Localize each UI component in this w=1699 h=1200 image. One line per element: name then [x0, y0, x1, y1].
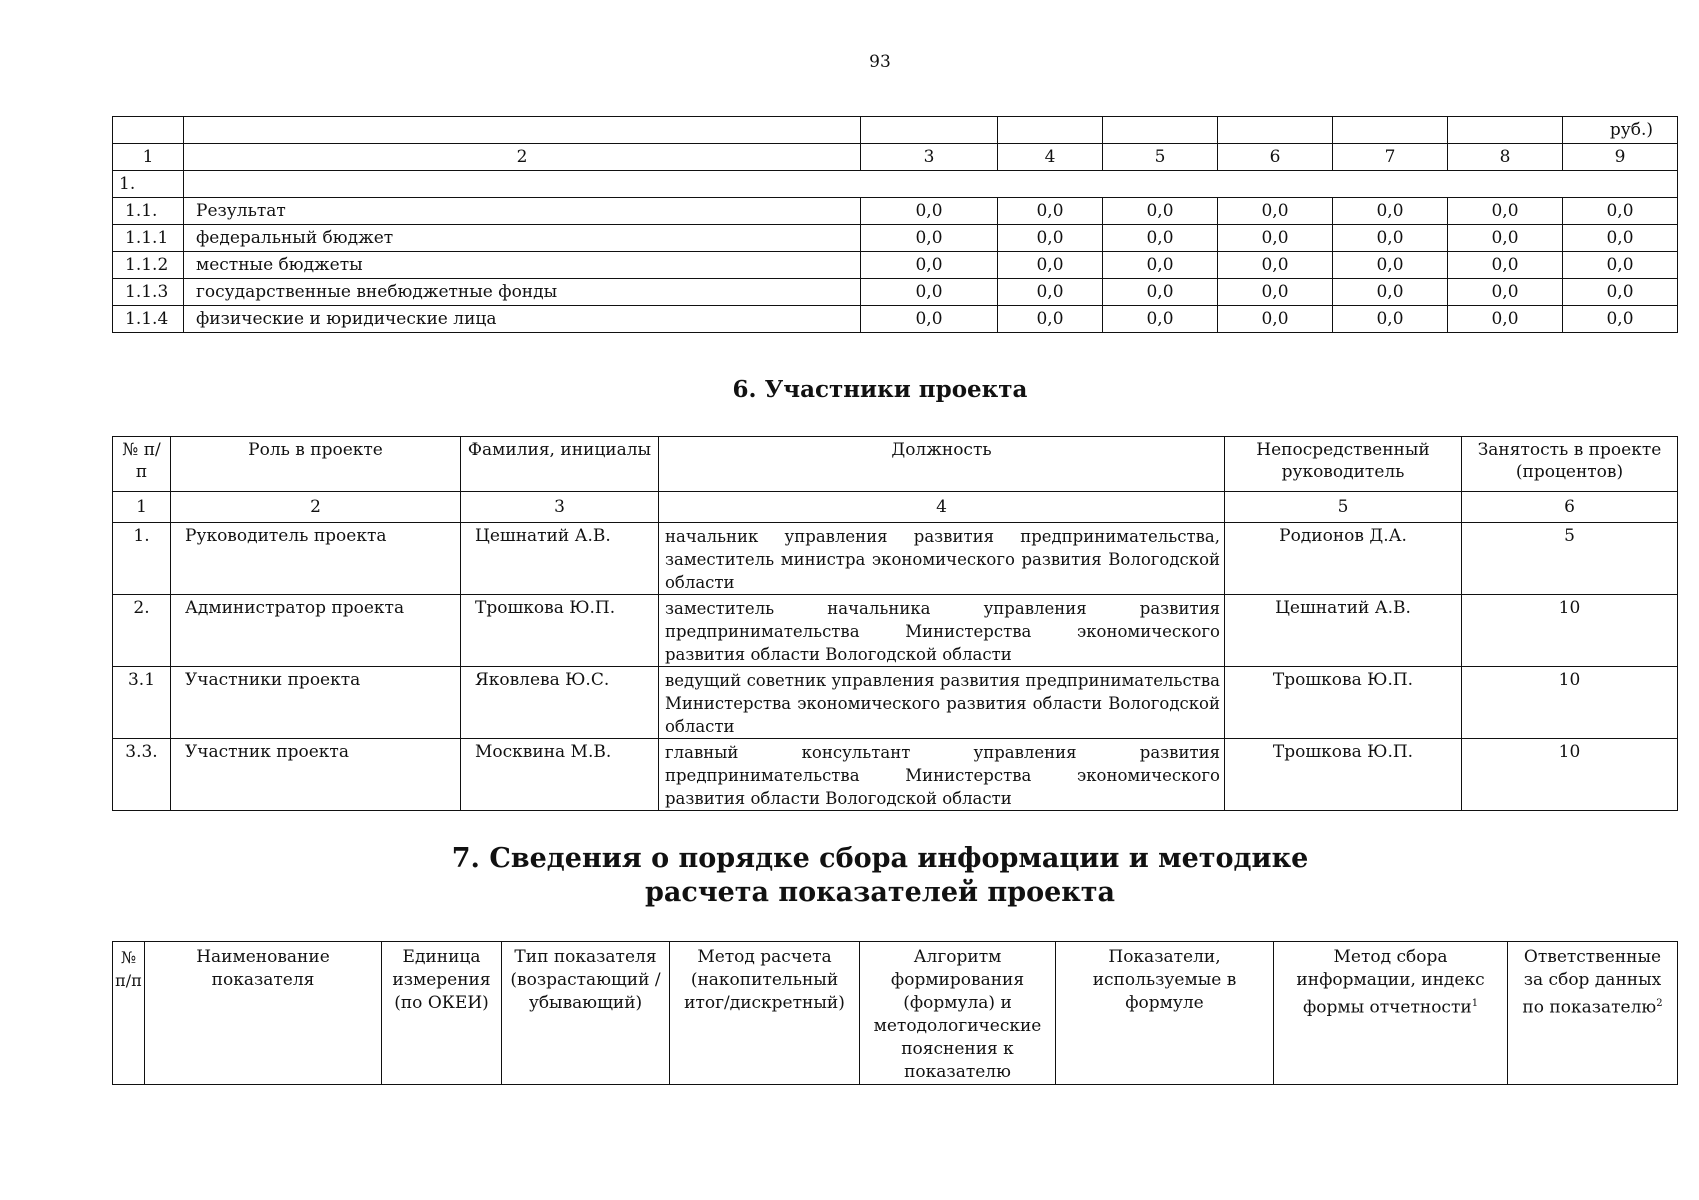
footnote-mark: 1 [1471, 998, 1479, 1009]
column-header: Показатели, используемые в формуле [1056, 942, 1274, 1085]
value-cell: 0,0 [1333, 306, 1448, 333]
column-number: 5 [1225, 492, 1462, 523]
table-row [113, 595, 1678, 667]
load-cell: 5 [1462, 523, 1678, 595]
value-cell: 0,0 [1333, 198, 1448, 225]
position-cell: начальник управления развития предпринимательства, заместитель министра экономического развития Вологодской области [659, 523, 1225, 595]
row-number: 3.3. [113, 739, 171, 811]
value-cell: 0,0 [998, 198, 1103, 225]
column-header: Наименование показателя [145, 942, 382, 1085]
value-cell: 0,0 [1103, 198, 1218, 225]
financing-table [112, 116, 1678, 333]
unit-label: руб.) [1563, 117, 1678, 144]
role-cell: Участник проекта [171, 739, 461, 811]
column-number: 7 [1333, 144, 1448, 171]
name-cell: Цешнатий А.В. [461, 523, 659, 595]
value-cell: 0,0 [1563, 225, 1678, 252]
table-row [113, 252, 1678, 279]
load-cell: 10 [1462, 667, 1678, 739]
column-header [1274, 942, 1508, 1085]
value-cell: 0,0 [1448, 252, 1563, 279]
row-name: Результат [184, 198, 861, 225]
column-header: Тип показателя (возрастающий / убывающий) [502, 942, 670, 1085]
value-cell: 0,0 [1218, 306, 1333, 333]
table-row [113, 198, 1678, 225]
value-cell: 0,0 [1448, 225, 1563, 252]
row-name: местные бюджеты [184, 252, 861, 279]
header-row [113, 942, 1678, 1085]
name-cell: Яковлева Ю.С. [461, 667, 659, 739]
column-header: № п/п [113, 942, 145, 1085]
column-number: 2 [184, 144, 861, 171]
column-header: Единица измерения (по ОКЕИ) [382, 942, 502, 1085]
row-name: физические и юридические лица [184, 306, 861, 333]
footnote-mark: 2 [1656, 998, 1663, 1009]
column-header: Метод расчета (накопительный итог/дискретный) [670, 942, 860, 1085]
page-number: 93 [869, 52, 891, 72]
column-number: 8 [1448, 144, 1563, 171]
column-number: 1 [113, 492, 171, 523]
name-cell: Москвина М.В. [461, 739, 659, 811]
manager-cell: Цешнатий А.В. [1225, 595, 1462, 667]
value-cell: 0,0 [1103, 225, 1218, 252]
value-cell: 0,0 [861, 252, 998, 279]
value-cell: 0,0 [1218, 252, 1333, 279]
row-number: 3.1 [113, 667, 171, 739]
value-cell: 0,0 [861, 279, 998, 306]
section-number: 1. [113, 171, 184, 198]
row-name: федеральный бюджет [184, 225, 861, 252]
column-number: 1 [113, 144, 184, 171]
table-row [113, 523, 1678, 595]
unit-row [113, 117, 1678, 144]
name-cell: Трошкова Ю.П. [461, 595, 659, 667]
column-numbers-row [113, 492, 1678, 523]
row-name: государственные внебюджетные фонды [184, 279, 861, 306]
manager-cell: Трошкова Ю.П. [1225, 739, 1462, 811]
role-cell: Администратор проекта [171, 595, 461, 667]
header-text: Ответственные за сбор данных по показателю [1522, 947, 1662, 1018]
value-cell: 0,0 [1448, 306, 1563, 333]
value-cell: 0,0 [1218, 225, 1333, 252]
value-cell: 0,0 [1563, 279, 1678, 306]
column-header: Занятость в проекте (процентов) [1462, 437, 1678, 492]
row-number: 1.1.2 [113, 252, 184, 279]
value-cell: 0,0 [861, 225, 998, 252]
column-header: № п/п [113, 437, 171, 492]
value-cell: 0,0 [1563, 198, 1678, 225]
column-number: 2 [171, 492, 461, 523]
column-header: Алгоритм формирования (формула) и методологические пояснения к показателю [860, 942, 1056, 1085]
value-cell: 0,0 [1333, 279, 1448, 306]
load-cell: 10 [1462, 739, 1678, 811]
value-cell: 0,0 [998, 252, 1103, 279]
role-cell: Руководитель проекта [171, 523, 461, 595]
value-cell: 0,0 [998, 279, 1103, 306]
value-cell: 0,0 [1448, 198, 1563, 225]
section-6-title: 6. Участники проекта [732, 376, 1028, 403]
load-cell: 10 [1462, 595, 1678, 667]
value-cell: 0,0 [1103, 252, 1218, 279]
section-7-title-line-2: расчета показателей проекта [645, 877, 1115, 908]
table-row [113, 306, 1678, 333]
position-cell: заместитель начальника управления развития предпринимательства Министерства экономического развития области Вологодской области [659, 595, 1225, 667]
role-cell: Участники проекта [171, 667, 461, 739]
value-cell: 0,0 [1563, 252, 1678, 279]
row-number: 2. [113, 595, 171, 667]
table-row [113, 225, 1678, 252]
column-number: 9 [1563, 144, 1678, 171]
column-header: Должность [659, 437, 1225, 492]
column-header: Роль в проекте [171, 437, 461, 492]
header-text: Метод сбора информации, индекс формы отчетности [1296, 947, 1485, 1018]
manager-cell: Родионов Д.А. [1225, 523, 1462, 595]
value-cell: 0,0 [1333, 225, 1448, 252]
column-numbers-row [113, 144, 1678, 171]
column-number: 3 [861, 144, 998, 171]
table-row [113, 279, 1678, 306]
value-cell: 0,0 [1103, 306, 1218, 333]
value-cell: 0,0 [861, 306, 998, 333]
column-number: 6 [1462, 492, 1678, 523]
value-cell: 0,0 [1218, 198, 1333, 225]
indicators-method-table [112, 941, 1678, 1085]
column-number: 4 [659, 492, 1225, 523]
row-number: 1. [113, 523, 171, 595]
position-cell: главный консультант управления развития предпринимательства Министерства экономического развития области Вологодской области [659, 739, 1225, 811]
column-header: Фамилия, инициалы [461, 437, 659, 492]
row-number: 1.1.1 [113, 225, 184, 252]
participants-table [112, 436, 1678, 811]
column-header [1508, 942, 1678, 1085]
column-number: 4 [998, 144, 1103, 171]
column-number: 5 [1103, 144, 1218, 171]
value-cell: 0,0 [1218, 279, 1333, 306]
value-cell: 0,0 [861, 198, 998, 225]
table-row [113, 739, 1678, 811]
header-row [113, 437, 1678, 492]
value-cell: 0,0 [998, 225, 1103, 252]
row-number: 1.1.4 [113, 306, 184, 333]
table-row [113, 667, 1678, 739]
value-cell: 0,0 [1448, 279, 1563, 306]
row-number: 1.1. [113, 198, 184, 225]
section-7-title [0, 842, 1699, 910]
value-cell: 0,0 [1333, 252, 1448, 279]
section-7-title-line-1: 7. Сведения о порядке сбора информации и методике [451, 843, 1309, 874]
value-cell: 0,0 [1563, 306, 1678, 333]
column-number: 6 [1218, 144, 1333, 171]
value-cell: 0,0 [998, 306, 1103, 333]
position-cell: ведущий советник управления развития предпринимательства Министерства экономического развития области Вологодской области [659, 667, 1225, 739]
section-row [113, 171, 1678, 198]
column-header: Непосредственный руководитель [1225, 437, 1462, 492]
value-cell: 0,0 [1103, 279, 1218, 306]
column-number: 3 [461, 492, 659, 523]
row-number: 1.1.3 [113, 279, 184, 306]
manager-cell: Трошкова Ю.П. [1225, 667, 1462, 739]
